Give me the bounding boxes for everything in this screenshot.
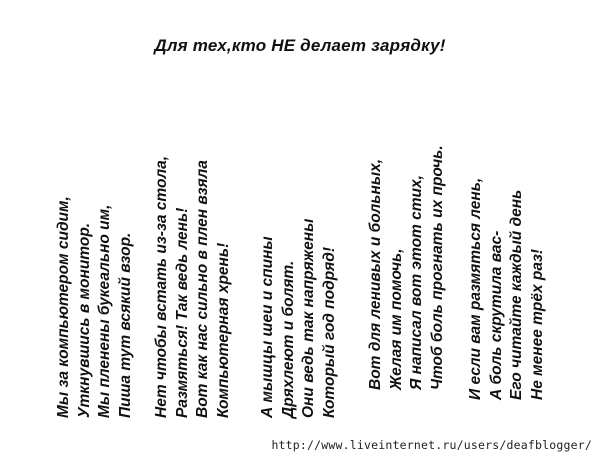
poem-line: Компьютерная хрень! [214,242,232,418]
poem-line: Размяться! Так ведь лень! [173,207,191,418]
poem-line: Вот для ленивых и больных, [367,158,384,390]
poem-line: Уткнувшись в монитор. [75,222,93,418]
poem-line: Они ведь так напряжены [300,218,317,418]
poem-line: Я написал вот этот стих, [408,175,425,390]
poem-line: Чтоб боль прогнать их прочь. [428,145,446,390]
poem-line: Желая им помочь, [387,248,405,390]
poem-line: Пиша тут всякий взор. [116,232,134,418]
source-url: http://www.liveinternet.ru/users/deafblogger/ [271,438,592,452]
poem-title: Для тех,кто НЕ делает зарядку! [154,36,446,55]
poem-line: Нет чтобы встать из-за стола, [153,155,170,418]
poem-line: И если вам размяться лень, [467,177,484,400]
poem-line: Вот как нас сильно в плен взяла [194,160,211,418]
poem-line: Который год подряд! [320,246,338,418]
poem-line: Дряхлеют и болят. [279,260,297,418]
poem-line: Не менее трёх раз! [528,248,546,400]
poem-line: Мы пленены букеально им, [96,204,113,418]
poem-line: А боль скрутила вас- [487,230,505,400]
poem-line: Его читайте каждый день [508,189,525,400]
poem-line: А мышцы шеи и спины [259,236,276,418]
poem-line: Мы за компьютером сидим, [55,196,72,418]
